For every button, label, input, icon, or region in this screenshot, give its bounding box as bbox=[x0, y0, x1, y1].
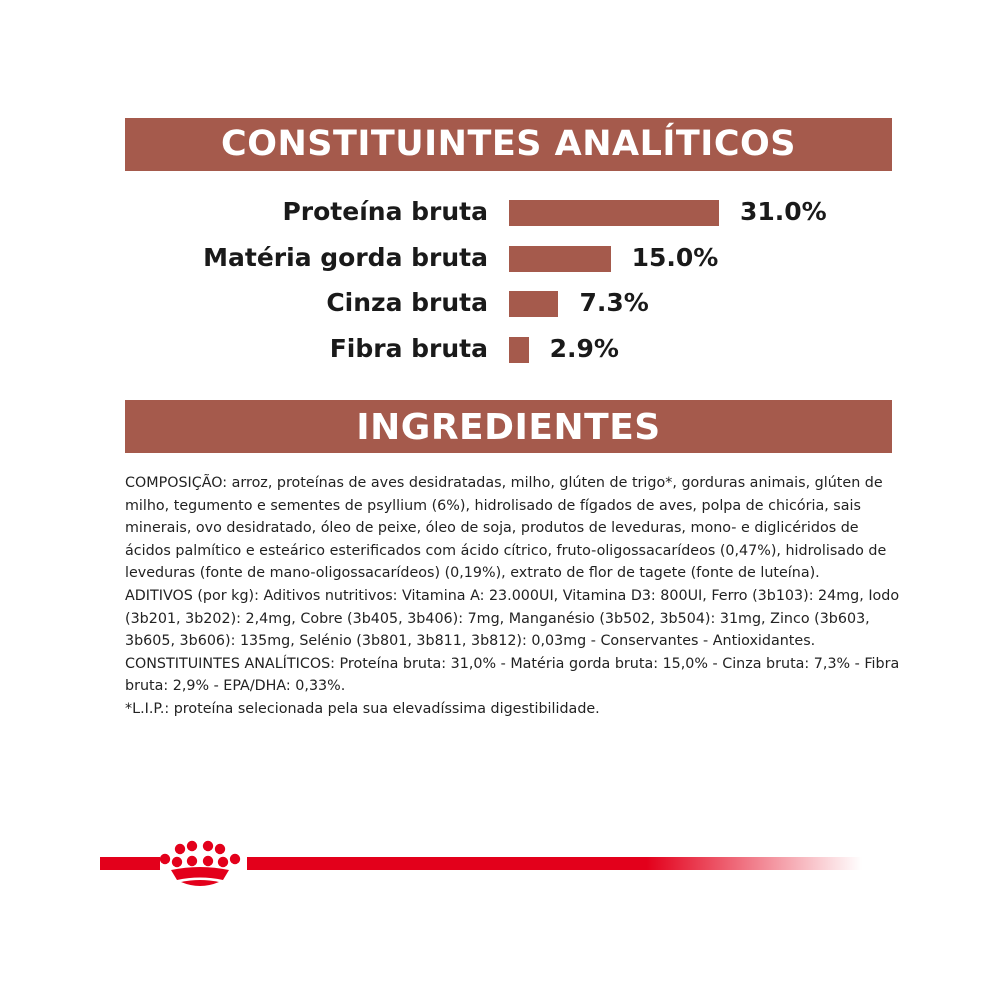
analytics-value-label: 2.9% bbox=[549, 333, 619, 363]
analytics-row-label: Matéria gorda bruta bbox=[203, 242, 488, 272]
analytics-bar bbox=[509, 200, 719, 226]
analytics-bar bbox=[509, 291, 558, 317]
ingredients-banner: INGREDIENTES bbox=[125, 400, 892, 453]
analytics-row-label: Proteína bruta bbox=[282, 197, 488, 226]
analytics-value-label: 7.3% bbox=[579, 288, 649, 317]
composition-paragraph: COMPOSIÇÃO: arroz, proteínas de aves desidratadas, milho, glúten de trigo*, gorduras animais, glúten de milho, tegumento e sementes de psyllium (6%), hidrolisado de fígados de aves, polpa de chicória, sais minerais, ovo desidratado, óleo de peixe, óleo de soja, produtos de leveduras, mono- e diglicéridos de ácidos palmítico e esteárico esterificados com ácido cítrico, fruto-oligossacarídeos (0,47%), hidrolisado de leveduras (fonte de mano-oligossacarídeos) (0,19%), extrato de flor de tagete (fonte de luteína). bbox=[125, 475, 887, 582]
analytics-row bbox=[0, 283, 1000, 323]
analytics-bar bbox=[509, 246, 611, 272]
analytics-row-label: Cinza bruta bbox=[326, 288, 488, 317]
additives-paragraph: ADITIVOS (por kg): Aditivos nutritivos: Vitamina A: 23.000UI, Vitamina D3: 800UI, Ferro (3b103): 24mg, Iodo (3b201, 3b202): 2,4mg, Cobre (3b405, 3b406): 7mg, Manganésio (3b502, 3b504): 31mg, Zinco (3b603, 3b605, 3b606): 135mg, Selénio (3b801, 3b811, 3b812): 0,03mg - Conservantes - Antioxidantes. bbox=[125, 587, 900, 650]
analytics-row-label: Fibra bruta bbox=[329, 333, 488, 363]
footer-line-right bbox=[247, 857, 862, 870]
royal-canin-crown-icon bbox=[157, 840, 243, 890]
analytics-row bbox=[0, 192, 1000, 232]
analytics-row bbox=[0, 329, 1000, 369]
analytics-banner: CONSTITUINTES ANALÍTICOS bbox=[125, 118, 892, 171]
analytics-bar bbox=[509, 337, 529, 363]
lip-note: *L.I.P.: proteína selecionada pela sua elevadíssima digestibilidade. bbox=[125, 700, 600, 717]
analytics-row bbox=[0, 238, 1000, 278]
footer-line-left bbox=[100, 857, 160, 870]
analytics-value-label: 15.0% bbox=[631, 242, 719, 272]
analytical-constituents-paragraph: CONSTITUINTES ANALÍTICOS: Proteína bruta: 31,0% - Matéria gorda bruta: 15,0% - Cinza bruta: 7,3% - Fibra bruta: 2,9% - EPA/DHA: 0,33%. bbox=[125, 655, 900, 695]
analytics-value-label: 31.0% bbox=[740, 197, 827, 226]
ingredients-text bbox=[125, 472, 900, 721]
